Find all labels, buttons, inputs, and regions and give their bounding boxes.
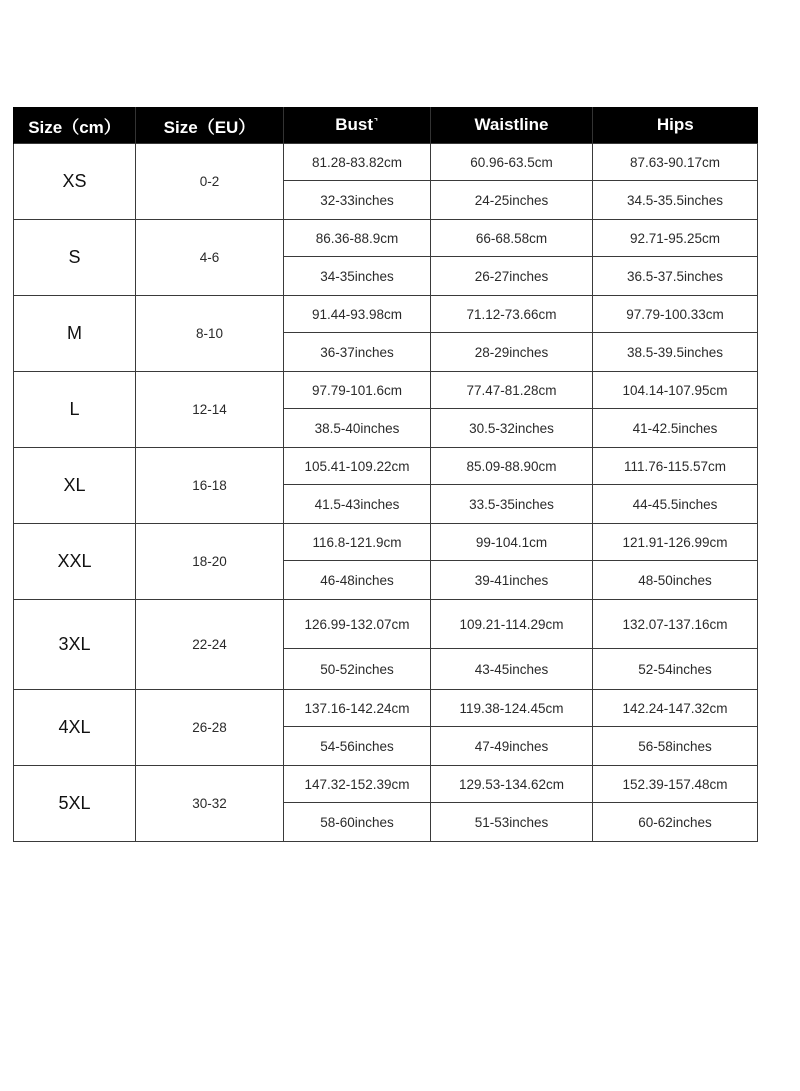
waistline-inches: 24-25inches (431, 181, 593, 220)
size-chart-table (13, 107, 758, 842)
eu-size: 4-6 (136, 220, 284, 296)
table-row-cm (14, 600, 758, 649)
waistline-cm: 119.38-124.45cm (431, 690, 593, 727)
waistline-cm: 129.53-134.62cm (431, 766, 593, 803)
waistline-cm: 109.21-114.29cm (431, 600, 593, 649)
hips-cm: 142.24-147.32cm (593, 690, 758, 727)
hips-inches: 56-58inches (593, 727, 758, 766)
eu-size: 22-24 (136, 600, 284, 690)
waistline-cm: 71.12-73.66cm (431, 296, 593, 333)
table-body (14, 144, 758, 842)
hips-inches: 38.5-39.5inches (593, 333, 758, 372)
table-row-cm (14, 690, 758, 727)
hips-cm: 97.79-100.33cm (593, 296, 758, 333)
size-label: XS (14, 144, 136, 220)
hips-inches: 48-50inches (593, 561, 758, 600)
bust-cm: 91.44-93.98cm (284, 296, 431, 333)
hips-inches: 36.5-37.5inches (593, 257, 758, 296)
waistline-inches: 39-41inches (431, 561, 593, 600)
eu-size: 26-28 (136, 690, 284, 766)
eu-size: 12-14 (136, 372, 284, 448)
size-label: 4XL (14, 690, 136, 766)
size-label: 3XL (14, 600, 136, 690)
bust-inches: 32-33inches (284, 181, 431, 220)
header-size-cm: Size（cm） (14, 107, 136, 144)
hips-cm: 92.71-95.25cm (593, 220, 758, 257)
waistline-inches: 26-27inches (431, 257, 593, 296)
size-label: 5XL (14, 766, 136, 842)
header-size-eu: Size（EU） (136, 107, 284, 144)
bust-cm: 126.99-132.07cm (284, 600, 431, 649)
bust-inches: 46-48inches (284, 561, 431, 600)
table-row-cm (14, 296, 758, 333)
eu-size: 8-10 (136, 296, 284, 372)
bust-cm: 116.8-121.9cm (284, 524, 431, 561)
bust-cm: 147.32-152.39cm (284, 766, 431, 803)
header-hips: Hips (593, 107, 758, 144)
header-row (14, 107, 758, 144)
bust-inches: 54-56inches (284, 727, 431, 766)
hips-cm: 152.39-157.48cm (593, 766, 758, 803)
bust-cm: 137.16-142.24cm (284, 690, 431, 727)
bust-inches: 34-35inches (284, 257, 431, 296)
hips-cm: 87.63-90.17cm (593, 144, 758, 181)
size-label: M (14, 296, 136, 372)
table-row-cm (14, 448, 758, 485)
waistline-cm: 99-104.1cm (431, 524, 593, 561)
eu-size: 30-32 (136, 766, 284, 842)
table-row-cm (14, 524, 758, 561)
waistline-inches: 28-29inches (431, 333, 593, 372)
eu-size: 18-20 (136, 524, 284, 600)
size-label: XL (14, 448, 136, 524)
table-row-cm (14, 144, 758, 181)
hips-cm: 121.91-126.99cm (593, 524, 758, 561)
size-label: S (14, 220, 136, 296)
bust-cm: 86.36-88.9cm (284, 220, 431, 257)
hips-inches: 34.5-35.5inches (593, 181, 758, 220)
hips-inches: 44-45.5inches (593, 485, 758, 524)
hips-inches: 52-54inches (593, 649, 758, 690)
hips-inches: 41-42.5inches (593, 409, 758, 448)
hips-cm: 132.07-137.16cm (593, 600, 758, 649)
waistline-inches: 47-49inches (431, 727, 593, 766)
waistline-inches: 43-45inches (431, 649, 593, 690)
waistline-cm: 66-68.58cm (431, 220, 593, 257)
eu-size: 0-2 (136, 144, 284, 220)
table-row-cm (14, 372, 758, 409)
bust-inches: 41.5-43inches (284, 485, 431, 524)
bust-cm: 105.41-109.22cm (284, 448, 431, 485)
bust-inches: 38.5-40inches (284, 409, 431, 448)
bust-inches: 36-37inches (284, 333, 431, 372)
waistline-inches: 30.5-32inches (431, 409, 593, 448)
hips-cm: 111.76-115.57cm (593, 448, 758, 485)
header-bust: Bust˺ (284, 107, 431, 144)
waistline-cm: 85.09-88.90cm (431, 448, 593, 485)
table-row-cm (14, 766, 758, 803)
waistline-inches: 51-53inches (431, 803, 593, 842)
size-label: L (14, 372, 136, 448)
size-label: XXL (14, 524, 136, 600)
hips-inches: 60-62inches (593, 803, 758, 842)
eu-size: 16-18 (136, 448, 284, 524)
waistline-cm: 60.96-63.5cm (431, 144, 593, 181)
waistline-cm: 77.47-81.28cm (431, 372, 593, 409)
bust-cm: 81.28-83.82cm (284, 144, 431, 181)
table-row-cm (14, 220, 758, 257)
bust-cm: 97.79-101.6cm (284, 372, 431, 409)
bust-inches: 50-52inches (284, 649, 431, 690)
table-header (14, 107, 758, 144)
waistline-inches: 33.5-35inches (431, 485, 593, 524)
header-waistline: Waistline (431, 107, 593, 144)
hips-cm: 104.14-107.95cm (593, 372, 758, 409)
bust-inches: 58-60inches (284, 803, 431, 842)
